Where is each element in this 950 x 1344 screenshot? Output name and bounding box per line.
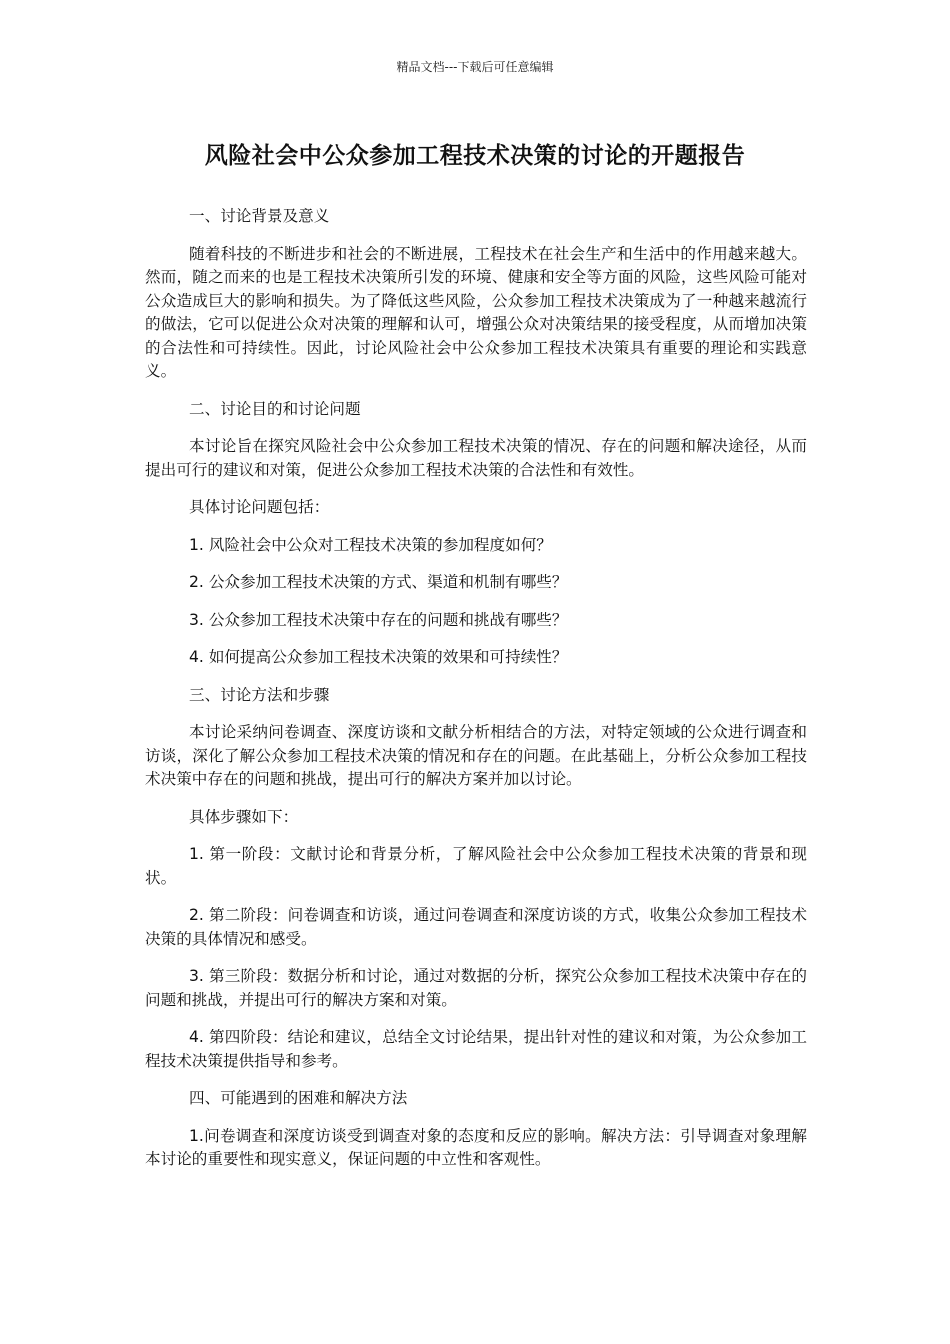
paragraph: 1. 风险社会中公众对工程技术决策的参加程度如何？ <box>189 535 552 554</box>
paragraph: 具体步骤如下： <box>189 807 299 826</box>
paragraph: 4. 如何提高公众参加工程技术决策的效果和可持续性？ <box>189 648 568 666</box>
page-header: 精品文档---下载后可任意编辑 <box>396 60 554 74</box>
paragraph: 2. 公众参加工程技术决策的方式、渠道和机制有哪些？ <box>189 573 568 591</box>
paragraph: 具体讨论问题包括： <box>189 498 330 516</box>
paragraph: 本讨论采纳问卷调查、深度访谈和文献分析相结合的方法，对特定领域的公众进行调查和访谈，深化了解公众参加工程技术决策的情况和存在的问题。在此基础上，分析公众参加工程技术决策中存在的问题和挑战，提出可行的解决方案并加以讨论。 <box>145 723 807 788</box>
section-heading: 一、讨论背景及意义 <box>189 207 330 225</box>
section-heading: 二、讨论目的和讨论问题 <box>189 399 361 418</box>
section-heading: 四、可能遇到的困难和解决方法 <box>189 1089 408 1107</box>
paragraph: 1.问卷调查和深度访谈受到调查对象的态度和反应的影响。解决方法：引导调查对象理解本讨论的重要性和现实意义，保证问题的中立性和客观性。 <box>145 1126 807 1168</box>
document-title: 风险社会中公众参加工程技术决策的讨论的开题报告 <box>204 143 746 169</box>
paragraph: 3. 公众参加工程技术决策中存在的问题和挑战有哪些？ <box>189 610 568 629</box>
section-heading: 三、讨论方法和步骤 <box>189 685 330 704</box>
paragraph: 2. 第二阶段：问卷调查和访谈，通过问卷调查和深度访谈的方式，收集公众参加工程技术决策的具体情况和感受。 <box>145 906 807 948</box>
document-body <box>145 205 807 1186</box>
paragraph: 4. 第四阶段：结论和建议，总结全文讨论结果，提出针对性的建议和对策，为公众参加工程技术决策提供指导和参考。 <box>145 1028 807 1070</box>
paragraph: 本讨论旨在探究风险社会中公众参加工程技术决策的情况、存在的问题和解决途径，从而提出可行的建议和对策，促进公众参加工程技术决策的合法性和有效性。 <box>145 437 807 479</box>
paragraph: 随着科技的不断进步和社会的不断进展，工程技术在社会生产和生活中的作用越来越大。然而，随之而来的也是工程技术决策所引发的环境、健康和安全等方面的风险，这些风险可能对公众造成巨大的影响和损失。为了降低这些风险，公众参加工程技术决策成为了一种越来越流行的做法，它可以促进公众对决策的理解和认可，增强公众对决策结果的接受程度，从而增加决策的合法性和可持续性。因此，讨论风险社会中公众参加工程技术决策具有重要的理论和实践意义。 <box>145 244 807 380</box>
paragraph: 1. 第一阶段：文献讨论和背景分析，了解风险社会中公众参加工程技术决策的背景和现状。 <box>145 845 807 887</box>
paragraph: 3. 第三阶段：数据分析和讨论，通过对数据的分析，探究公众参加工程技术决策中存在的问题和挑战，并提出可行的解决方案和对策。 <box>145 967 807 1009</box>
